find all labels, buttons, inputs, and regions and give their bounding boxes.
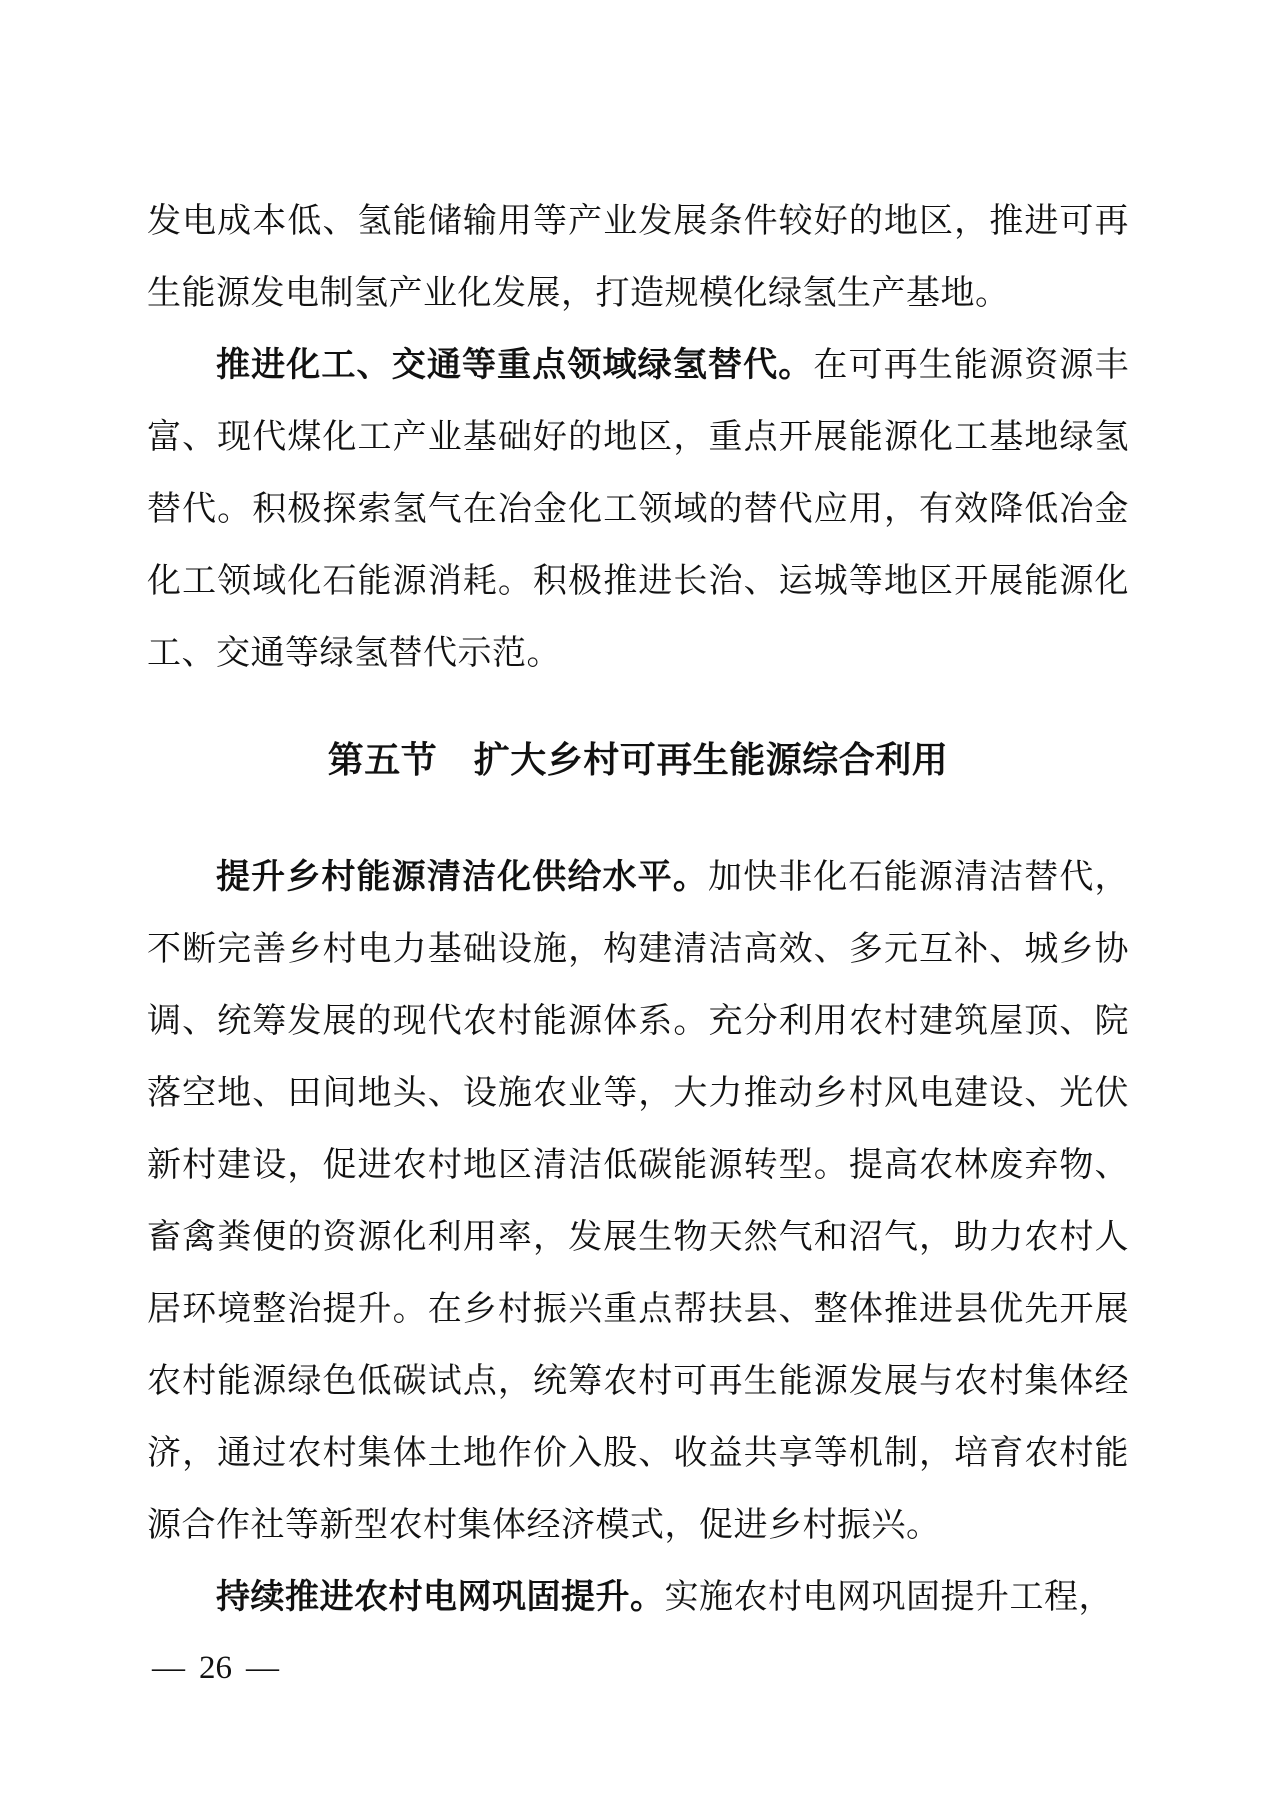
paragraph-lead-bold: 推进化工、交通等重点领域绿氢替代。 <box>216 347 814 384</box>
paragraph-continuation <box>147 186 1129 330</box>
paragraph-text: 在可再生能源资源丰富、现代煤化工产业基础好的地区，重点开展能源化工基地绿氢替代。积极探索氢气在冶金化工领域的替代应用，有效降低冶金化工领域化石能源消耗。积极推进长治、运城等地区开展能源化工、交通等绿氢替代示范。 <box>147 347 1130 672</box>
paragraph-rural-grid <box>147 1562 1129 1634</box>
page-footer <box>152 1648 279 1688</box>
paragraph-green-hydrogen <box>147 330 1129 690</box>
document-content <box>147 186 1129 1634</box>
section-heading: 第五节 扩大乡村可再生能源综合利用 <box>327 740 949 780</box>
footer-dash-right: — <box>246 1650 279 1686</box>
paragraph-text: 发电成本低、氢能储输用等产业发展条件较好的地区，推进可再生能源发电制氢产业化发展，打造规模化绿氢生产基地。 <box>147 203 1129 312</box>
paragraph-lead-bold: 提升乡村能源清洁化供给水平。 <box>216 859 708 896</box>
footer-dash-left: — <box>152 1650 185 1686</box>
paragraph-rural-energy <box>147 842 1129 1562</box>
paragraph-text: 加快非化石能源清洁替代，不断完善乡村电力基础设施，构建清洁高效、多元互补、城乡协调、统筹发展的现代农村能源体系。充分利用农村建筑屋顶、院落空地、田间地头、设施农业等，大力推动乡村风电建设、光伏新村建设，促进农村地区清洁低碳能源转型。提高农林废弃物、畜禽粪便的资源化利用率，发展生物天然气和沼气，助力农村人居环境整治提升。在乡村振兴重点帮扶县、整体推进县优先开展农村能源绿色低碳试点，统筹农村可再生能源发展与农村集体经济，通过农村集体土地作价入股、收益共享等机制，培育农村能源合作社等新型农村集体经济模式，促进乡村振兴。 <box>147 859 1130 1544</box>
paragraph-lead-bold: 持续推进农村电网巩固提升。 <box>216 1579 665 1616</box>
paragraph-text: 实施农村电网巩固提升工程， <box>664 1579 1113 1616</box>
page-number: 26 <box>199 1650 232 1686</box>
